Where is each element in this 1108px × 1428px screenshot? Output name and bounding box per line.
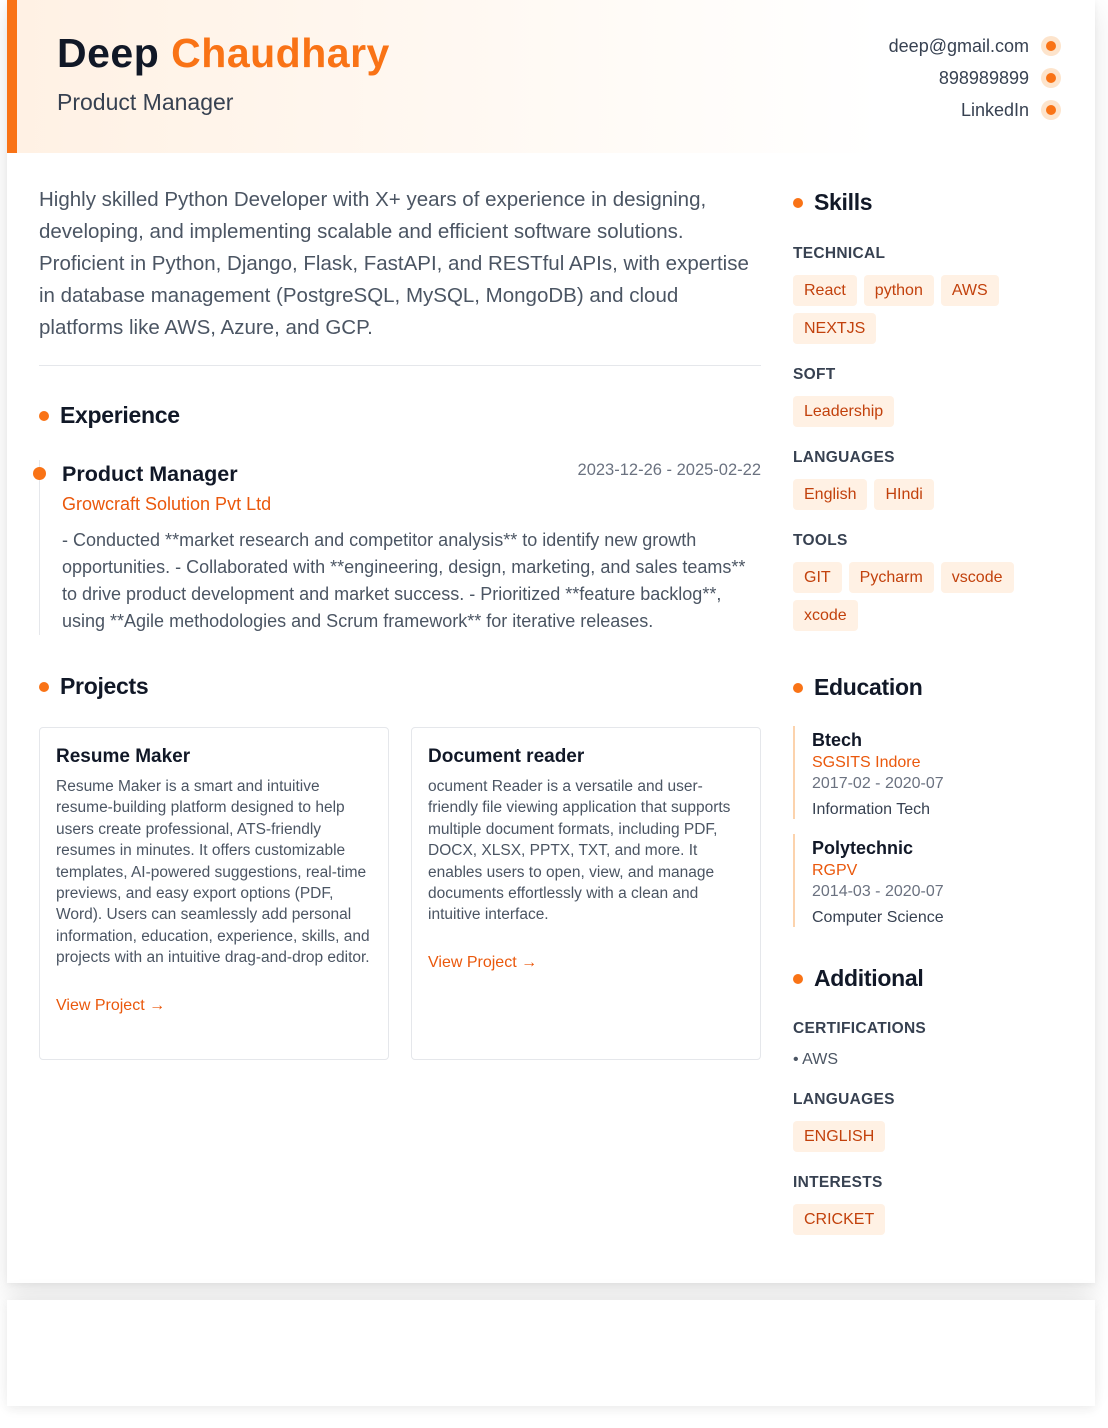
experience-company: Growcraft Solution Pvt Ltd bbox=[62, 494, 272, 514]
project-title: Resume Maker bbox=[56, 746, 191, 767]
skills-group-label: TECHNICAL bbox=[793, 245, 886, 262]
next-page bbox=[7, 1300, 1095, 1406]
interest-tag: CRICKET bbox=[793, 1204, 885, 1235]
skills-group-label: LANGUAGES bbox=[793, 449, 895, 466]
sidebar bbox=[793, 184, 1073, 1235]
language-tag: ENGLISH bbox=[793, 1121, 885, 1152]
skill-tag: AWS bbox=[941, 275, 999, 306]
projects-heading bbox=[39, 673, 761, 700]
skill-tag: xcode bbox=[793, 600, 858, 631]
contact-linkedin-label: LinkedIn bbox=[960, 99, 1029, 120]
experience-item bbox=[39, 460, 761, 635]
main-column bbox=[39, 184, 761, 1060]
education-degree: Polytechnic bbox=[812, 838, 914, 858]
project-title: Document reader bbox=[428, 746, 585, 767]
education-dates: 2017-02 - 2020-07 bbox=[812, 775, 944, 792]
job-role: Product Manager bbox=[57, 89, 234, 115]
skill-tag: HIndi bbox=[874, 479, 933, 510]
education-degree: Btech bbox=[812, 730, 863, 750]
education-institution: RGPV bbox=[812, 862, 858, 879]
contact-email[interactable] bbox=[889, 30, 1061, 62]
skill-tag: python bbox=[864, 275, 934, 306]
skills-group-label: SOFT bbox=[793, 366, 836, 383]
contact-list bbox=[889, 30, 1061, 126]
contact-phone-label: 898989899 bbox=[938, 67, 1029, 88]
education-item bbox=[793, 726, 1073, 819]
skill-tags bbox=[793, 479, 1073, 510]
interests-label: INTERESTS bbox=[793, 1174, 883, 1191]
resume-header bbox=[7, 0, 1095, 153]
projects-heading-label: Projects bbox=[60, 673, 149, 699]
skill-tag: React bbox=[793, 275, 857, 306]
experience-description: - Conducted **market research and competitor analysis** to identify new growth opportunities. - Collaborated with **engineering, design, marketing, and sales teams** to drive product development and market success. - Prioritized **feature backlog**, using **Agile methodologies and Scrum framework** for iterative releases. bbox=[62, 530, 746, 631]
experience-dates: 2023-12-26 - 2025-02-22 bbox=[577, 461, 761, 479]
education-field: Computer Science bbox=[812, 909, 944, 926]
dot-icon bbox=[1041, 68, 1061, 88]
skill-tags bbox=[793, 396, 1073, 427]
project-card bbox=[39, 727, 389, 1060]
timeline-dot-icon bbox=[33, 467, 46, 480]
skill-tag: Leadership bbox=[793, 396, 894, 427]
skills-heading bbox=[793, 189, 1073, 216]
experience-position: Product Manager bbox=[62, 462, 238, 486]
profile-summary: Highly skilled Python Developer with X+ years of experience in designing, developing, and implementing scalable and efficient software solutions. Proficient in Python, Django, Flask, FastAPI, and RESTful APIs, with expertise in database management (PostgreSQL, MySQL, MongoDB) and cloud platforms like AWS, Azure, and GCP. bbox=[39, 188, 749, 339]
bullet-icon bbox=[793, 974, 803, 984]
project-list bbox=[39, 727, 761, 1060]
skill-tag: GIT bbox=[793, 562, 842, 593]
dot-icon bbox=[1041, 36, 1061, 56]
education-dates: 2014-03 - 2020-07 bbox=[812, 883, 944, 900]
skill-tags bbox=[793, 275, 1073, 344]
bullet-icon bbox=[793, 683, 803, 693]
project-description: ocument Reader is a versatile and user-friendly file viewing application that supports multiple document formats, including PDF, DOCX, XLSX, PPTX, TXT, and more. It enables users to open, view, and manage documents effortlessly with a clean and intuitive interface. bbox=[428, 778, 731, 924]
contact-email-label: deep@gmail.com bbox=[888, 35, 1029, 56]
education-item bbox=[793, 834, 1073, 927]
skill-tag: Pycharm bbox=[849, 562, 934, 593]
contact-phone[interactable] bbox=[889, 62, 1061, 94]
last-name: Chaudhary bbox=[171, 30, 390, 76]
experience-heading bbox=[39, 402, 761, 429]
interest-tags bbox=[793, 1204, 1073, 1235]
certifications-label: CERTIFICATIONS bbox=[793, 1020, 927, 1037]
certification-item: • AWS bbox=[793, 1051, 839, 1068]
skill-tags bbox=[793, 562, 1073, 631]
bullet-icon bbox=[39, 682, 49, 692]
additional-heading bbox=[793, 965, 1073, 992]
view-project-link[interactable]: View Project → bbox=[56, 996, 166, 1014]
dot-icon bbox=[1041, 100, 1061, 120]
education-heading-label: Education bbox=[814, 674, 923, 700]
skill-tag: NEXTJS bbox=[793, 313, 876, 344]
contact-linkedin[interactable] bbox=[889, 94, 1061, 126]
skill-tag: vscode bbox=[941, 562, 1014, 593]
experience-heading-label: Experience bbox=[60, 402, 180, 428]
divider bbox=[39, 365, 761, 366]
language-tags bbox=[793, 1121, 1073, 1152]
skills-heading-label: Skills bbox=[814, 189, 873, 215]
project-description: Resume Maker is a smart and intuitive resume-building platform designed to help users create professional, ATS-friendly resumes in minutes. It offers customizable templates, AI-powered suggestions, real-time previews, and easy export options (PDF, Word). Users can seamlessly add personal information, education, experience, skills, and projects with an intuitive drag-and-drop editor. bbox=[56, 778, 370, 967]
bullet-icon bbox=[39, 411, 49, 421]
additional-heading-label: Additional bbox=[814, 965, 924, 991]
additional-languages-label: LANGUAGES bbox=[793, 1091, 895, 1108]
education-heading bbox=[793, 674, 1073, 701]
skills-group-label: TOOLS bbox=[793, 532, 848, 549]
project-card bbox=[411, 727, 761, 1060]
full-name bbox=[57, 30, 390, 77]
education-institution: SGSITS Indore bbox=[812, 754, 921, 771]
resume-page bbox=[7, 0, 1095, 1283]
education-field: Information Tech bbox=[812, 801, 930, 818]
bullet-icon bbox=[793, 198, 803, 208]
skill-tag: English bbox=[793, 479, 867, 510]
view-project-link[interactable]: View Project → bbox=[428, 953, 538, 971]
first-name: Deep bbox=[57, 30, 160, 76]
